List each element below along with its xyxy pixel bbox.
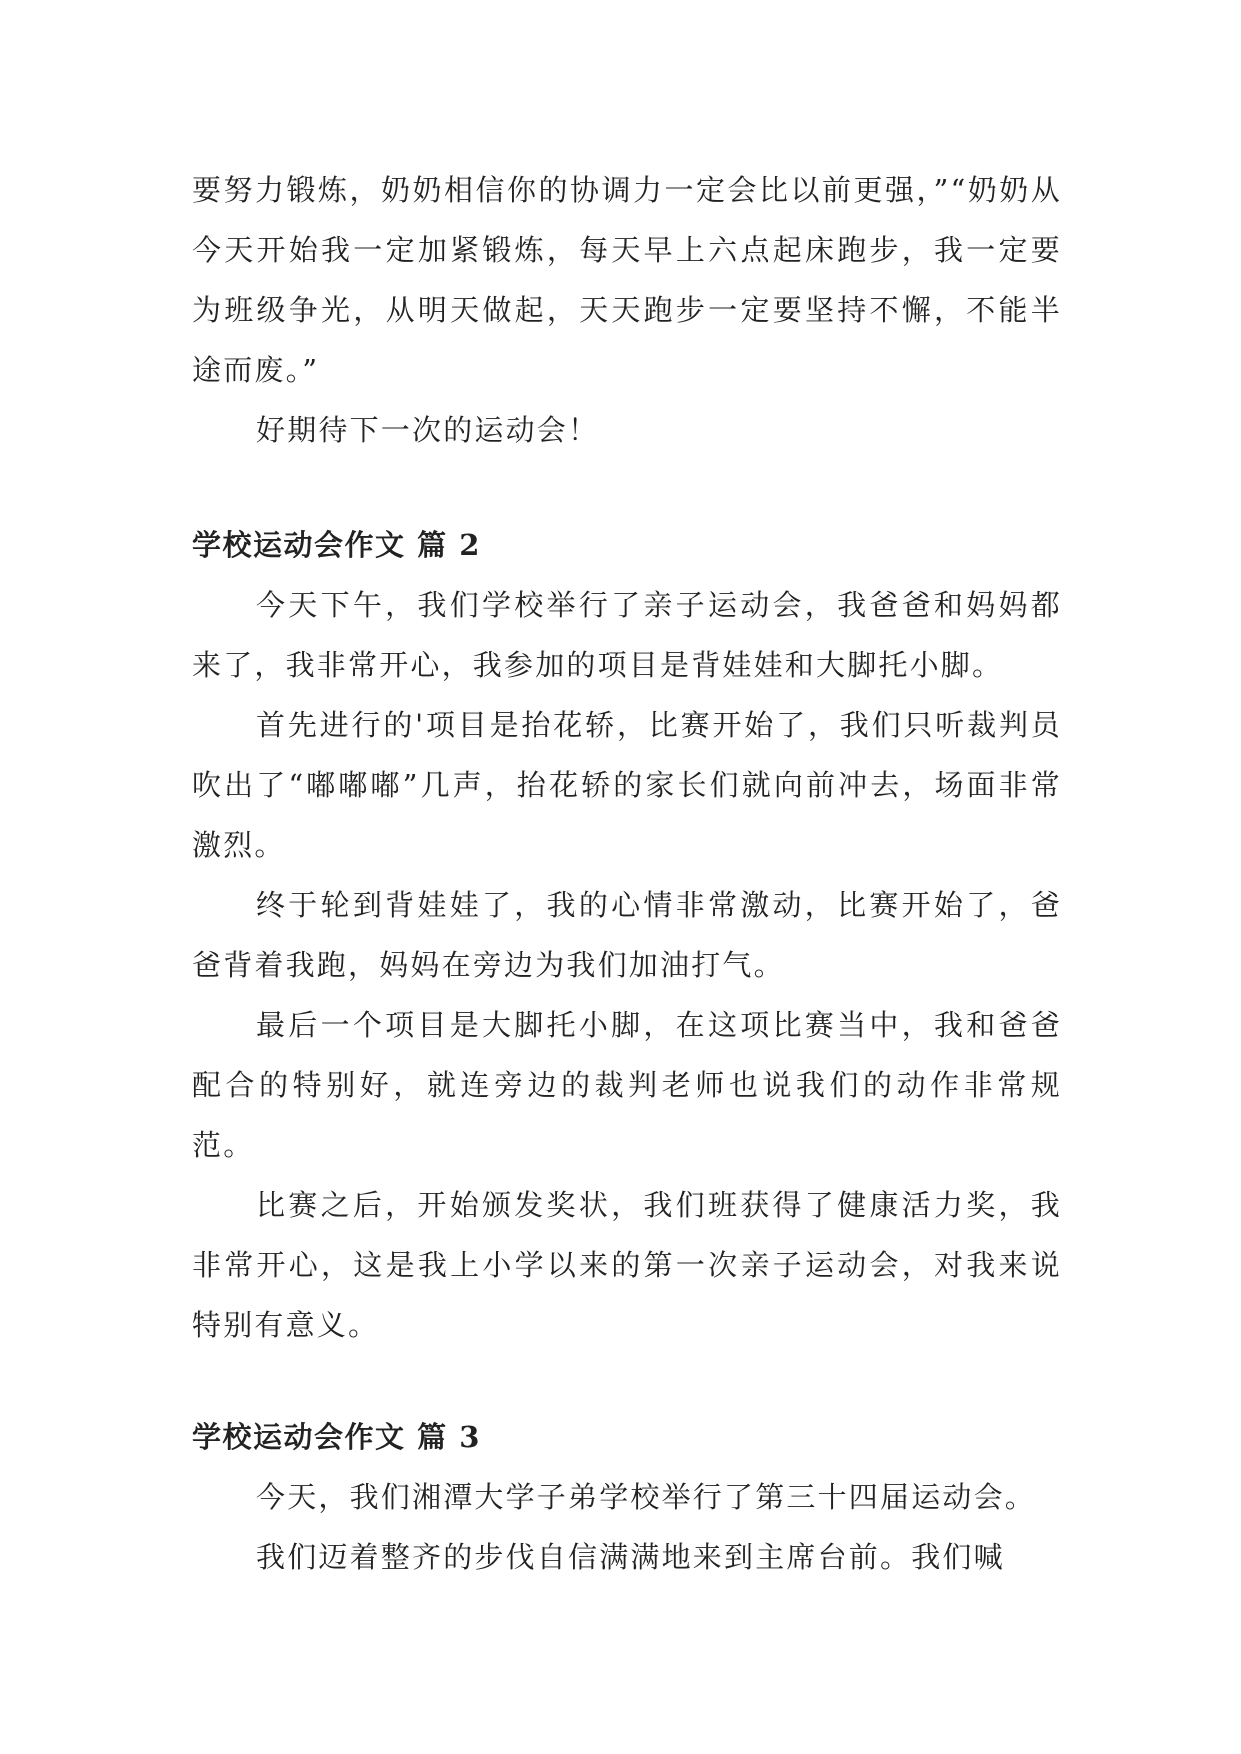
paragraph: 好期待下一次的运动会！: [256, 413, 600, 447]
paragraph: 今天，我们湘潭大学子弟学校举行了第三十四届运动会。: [256, 1480, 1037, 1514]
section-spacer: [192, 460, 1062, 515]
paragraph: 最后一个项目是大脚托小脚，在这项比赛当中，我和爸爸配合的特别好，就连旁边的裁判老师也说我们的动作非常规范。: [192, 1008, 1062, 1162]
paragraph-continued: 要努力锻炼，奶奶相信你的协调力一定会比以前更强，”“奶奶从今天开始我一定加紧锻炼，每天早上六点起床跑步，我一定要为班级争光，从明天做起，天天跑步一定要坚持不懈，不能半途而废。”: [192, 173, 1062, 387]
paragraph: 比赛之后，开始颁发奖状，我们班获得了健康活力奖，我非常开心，这是我上小学以来的第一次亲子运动会，对我来说特别有意义。: [192, 1188, 1062, 1342]
paragraph: 终于轮到背娃娃了，我的心情非常激动，比赛开始了，爸爸背着我跑，妈妈在旁边为我们加油打气。: [192, 888, 1062, 982]
paragraph: 我们迈着整齐的步伐自信满满地来到主席台前。我们喊: [256, 1540, 1005, 1574]
paragraph: 首先进行的'项目是抬花轿，比赛开始了，我们只听裁判员吹出了“嘟嘟嘟”几声，抬花轿的家长们就向前冲去，场面非常激烈。: [192, 708, 1062, 862]
section-spacer: [192, 1355, 1062, 1407]
paragraph: 今天下午，我们学校举行了亲子运动会，我爸爸和妈妈都来了，我非常开心，我参加的项目是背娃娃和大脚托小脚。: [192, 588, 1062, 682]
document-body: [192, 160, 1062, 1587]
section-title-2: 学校运动会作文 篇 2: [192, 528, 481, 562]
section-title-3: 学校运动会作文 篇 3: [192, 1420, 481, 1454]
